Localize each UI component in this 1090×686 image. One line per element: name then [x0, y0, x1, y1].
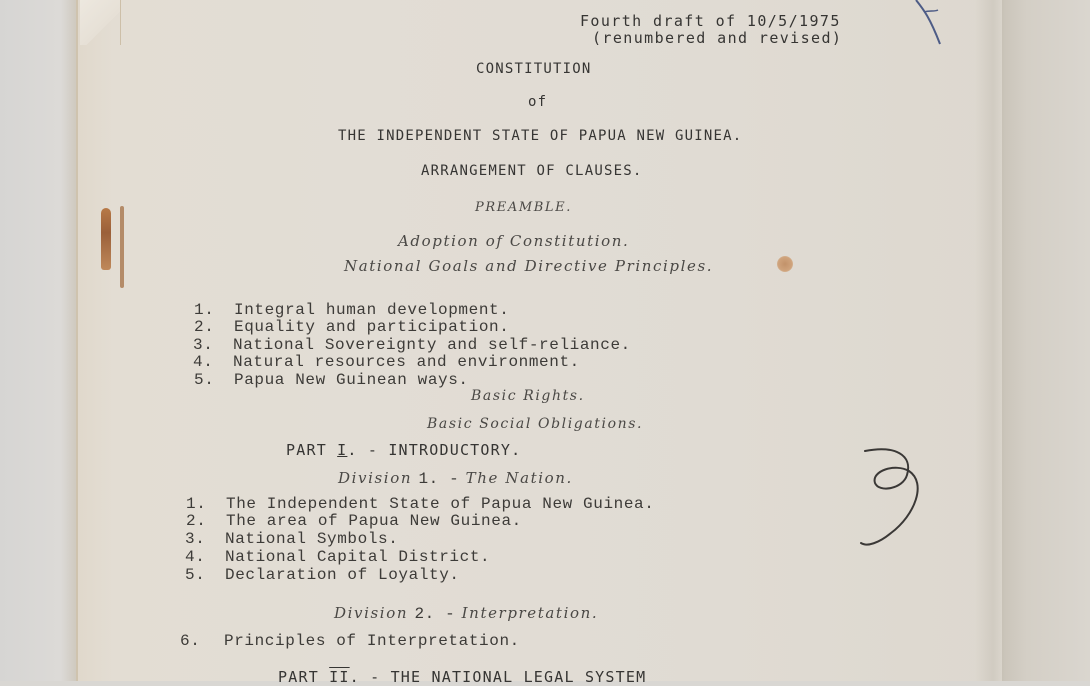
division-2-heading: Division 2. - Interpretation. [334, 604, 599, 623]
part-1-heading: PART I. - INTRODUCTORY. [286, 441, 522, 459]
staple-rust-line [120, 206, 124, 288]
handwritten-page-number-icon [855, 445, 935, 555]
part-2-heading: PART $\overline{II}$. - THE NATIONAL LEGAL SYSTEM [278, 668, 647, 686]
list-item: 5. Declaration of Loyalty. [185, 566, 460, 584]
list-item: 3. National Sovereignty and self-reliance. [193, 336, 631, 354]
pen-mark-icon [910, 0, 950, 48]
list-item: 1. Integral human development. [194, 301, 510, 319]
list-item: 2. Equality and participation. [194, 318, 510, 336]
draft-date: Fourth draft of 10/5/1975 [580, 12, 841, 30]
preamble-heading: PREAMBLE. [475, 200, 572, 215]
list-item: 1. The Independent State of Papua New Guinea. [186, 495, 655, 513]
backdrop-right [1000, 0, 1090, 681]
staple-rust-stain [101, 208, 111, 270]
goals-heading: National Goals and Directive Principles. [344, 257, 714, 275]
basic-rights-heading: Basic Rights. [471, 388, 585, 404]
list-item: 4. Natural resources and environment. [193, 353, 580, 371]
revision-note: (renumbered and revised) [592, 29, 843, 47]
stain-spot [777, 256, 793, 272]
list-item: 3. National Symbols. [185, 530, 399, 548]
page-fold [975, 0, 1005, 681]
adoption-heading: Adoption of Constitution. [398, 232, 630, 250]
list-item: 6. Principles of Interpretation. [180, 632, 520, 650]
torn-corner [80, 0, 121, 45]
backdrop-left [0, 0, 76, 681]
list-item: 2. The area of Papua New Guinea. [186, 512, 522, 530]
list-item: 4. National Capital District. [185, 548, 491, 566]
basic-obligations-heading: Basic Social Obligations. [427, 416, 644, 432]
division-1-heading: Division 1. - The Nation. [338, 469, 573, 488]
list-item: 5. Papua New Guinean ways. [194, 371, 469, 389]
state-name: THE INDEPENDENT STATE OF PAPUA NEW GUINEA. [338, 128, 743, 144]
document-title: CONSTITUTION [476, 61, 592, 77]
title-of: of [528, 94, 548, 110]
arrangement-heading: ARRANGEMENT OF CLAUSES. [421, 163, 643, 179]
